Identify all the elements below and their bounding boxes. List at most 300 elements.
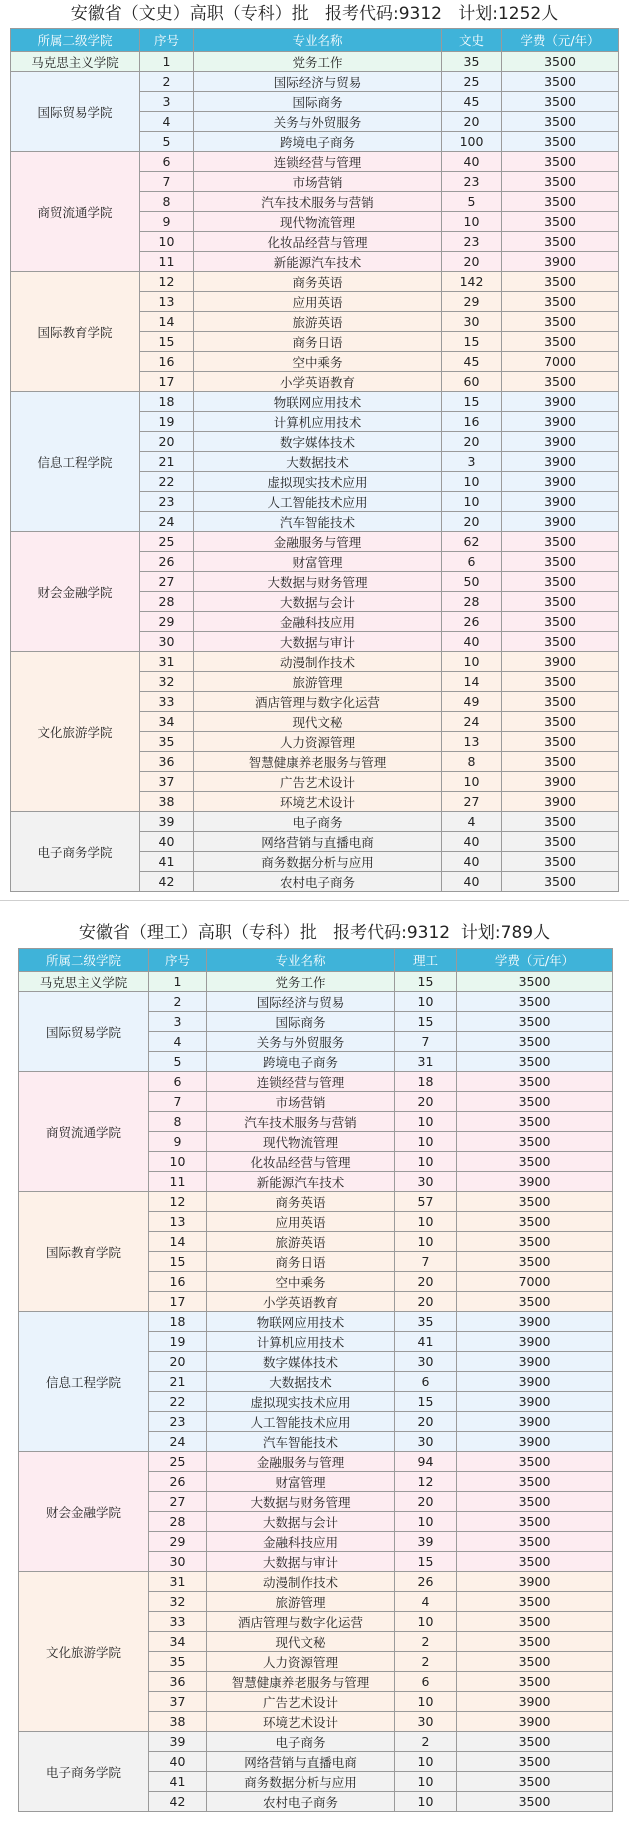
major-cell: 旅游英语 — [194, 312, 442, 332]
fee-cell: 3500 — [502, 632, 619, 652]
quota-cell: 40 — [442, 632, 502, 652]
major-cell: 旅游英语 — [207, 1232, 395, 1252]
fee-cell: 3900 — [502, 432, 619, 452]
fee-cell: 3900 — [502, 492, 619, 512]
index-cell: 38 — [140, 792, 194, 812]
fee-cell: 3900 — [502, 392, 619, 412]
fee-cell: 3900 — [457, 1572, 613, 1592]
major-cell: 物联网应用技术 — [194, 392, 442, 412]
index-cell: 39 — [140, 812, 194, 832]
quota-cell: 100 — [442, 132, 502, 152]
major-cell: 虚拟现实技术应用 — [207, 1392, 395, 1412]
fee-cell: 3500 — [457, 1732, 613, 1752]
quota-cell: 40 — [442, 872, 502, 892]
quota-cell: 15 — [442, 392, 502, 412]
major-cell: 酒店管理与数字化运营 — [207, 1612, 395, 1632]
index-cell: 1 — [140, 52, 194, 72]
index-cell: 22 — [149, 1392, 207, 1412]
index-cell: 14 — [140, 312, 194, 332]
major-cell: 人力资源管理 — [207, 1652, 395, 1672]
fee-cell: 3500 — [502, 172, 619, 192]
major-cell: 电子商务 — [194, 812, 442, 832]
quota-cell: 35 — [395, 1312, 457, 1332]
quota-cell: 23 — [442, 172, 502, 192]
science-title: 安徽省（理工）高职（专科）批 报考代码:9312 计划:789人 — [78, 923, 551, 943]
fee-cell: 3900 — [457, 1712, 613, 1732]
index-cell: 34 — [140, 712, 194, 732]
quota-cell: 10 — [442, 772, 502, 792]
major-cell: 汽车技术服务与营销 — [194, 192, 442, 212]
major-cell: 人工智能技术应用 — [207, 1412, 395, 1432]
fee-cell: 3500 — [502, 712, 619, 732]
index-cell: 9 — [140, 212, 194, 232]
college-name-cell: 商贸流通学院 — [11, 152, 140, 272]
major-cell: 国际商务 — [207, 1012, 395, 1032]
quota-cell: 30 — [395, 1352, 457, 1372]
arts-table-body — [11, 52, 619, 892]
table-row — [11, 652, 619, 672]
index-cell: 11 — [149, 1172, 207, 1192]
table-row — [19, 1452, 613, 1472]
fee-cell: 3900 — [457, 1312, 613, 1332]
index-cell: 31 — [149, 1572, 207, 1592]
index-cell: 18 — [149, 1312, 207, 1332]
quota-cell: 25 — [442, 72, 502, 92]
quota-cell: 39 — [395, 1532, 457, 1552]
fee-cell: 3500 — [457, 1592, 613, 1612]
fee-cell: 3500 — [502, 732, 619, 752]
quota-cell: 6 — [395, 1372, 457, 1392]
table-row — [11, 52, 619, 72]
major-cell: 汽车技术服务与营销 — [207, 1112, 395, 1132]
index-cell: 26 — [149, 1472, 207, 1492]
major-cell: 网络营销与直播电商 — [194, 832, 442, 852]
index-cell: 12 — [149, 1192, 207, 1212]
table-row — [19, 1312, 613, 1332]
major-cell: 连锁经营与管理 — [194, 152, 442, 172]
fee-cell: 3500 — [502, 572, 619, 592]
fee-cell: 7000 — [457, 1272, 613, 1292]
major-cell: 大数据与会计 — [194, 592, 442, 612]
major-cell: 金融服务与管理 — [207, 1452, 395, 1472]
major-cell: 小学英语教育 — [207, 1292, 395, 1312]
fee-cell: 3500 — [502, 92, 619, 112]
quota-cell: 28 — [442, 592, 502, 612]
quota-cell: 2 — [395, 1632, 457, 1652]
quota-cell: 60 — [442, 372, 502, 392]
fee-cell: 3900 — [457, 1332, 613, 1352]
major-cell: 现代物流管理 — [194, 212, 442, 232]
header-row — [11, 29, 619, 52]
index-cell: 36 — [149, 1672, 207, 1692]
major-cell: 商务数据分析与应用 — [207, 1772, 395, 1792]
quota-cell: 20 — [442, 432, 502, 452]
major-cell: 旅游管理 — [194, 672, 442, 692]
major-cell: 虚拟现实技术应用 — [194, 472, 442, 492]
index-cell: 38 — [149, 1712, 207, 1732]
major-cell: 网络营销与直播电商 — [207, 1752, 395, 1772]
major-cell: 广告艺术设计 — [194, 772, 442, 792]
quota-cell: 5 — [442, 192, 502, 212]
fee-cell: 3500 — [502, 532, 619, 552]
fee-cell: 3500 — [457, 1212, 613, 1232]
major-cell: 智慧健康养老服务与管理 — [207, 1672, 395, 1692]
major-cell: 金融科技应用 — [194, 612, 442, 632]
fee-cell: 3500 — [502, 672, 619, 692]
quota-cell: 8 — [442, 752, 502, 772]
table-row — [19, 1192, 613, 1212]
index-cell: 39 — [149, 1732, 207, 1752]
quota-cell: 20 — [395, 1272, 457, 1292]
quota-cell: 10 — [395, 1112, 457, 1132]
quota-cell: 12 — [395, 1472, 457, 1492]
index-cell: 6 — [140, 152, 194, 172]
science-table-body — [19, 972, 613, 1812]
index-cell: 37 — [149, 1692, 207, 1712]
index-cell: 41 — [140, 852, 194, 872]
quota-cell: 7 — [395, 1252, 457, 1272]
fee-cell: 3900 — [502, 772, 619, 792]
index-cell: 40 — [140, 832, 194, 852]
fee-cell: 3900 — [457, 1432, 613, 1452]
index-cell: 27 — [140, 572, 194, 592]
fee-cell: 3500 — [457, 1112, 613, 1132]
fee-cell: 3500 — [457, 1612, 613, 1632]
quota-cell: 10 — [395, 1512, 457, 1532]
quota-cell: 10 — [395, 1152, 457, 1172]
index-cell: 33 — [140, 692, 194, 712]
fee-cell: 3500 — [502, 292, 619, 312]
index-cell: 4 — [149, 1032, 207, 1052]
quota-cell: 10 — [395, 1792, 457, 1812]
quota-cell: 2 — [395, 1652, 457, 1672]
major-cell: 化妆品经营与管理 — [194, 232, 442, 252]
index-cell: 31 — [140, 652, 194, 672]
major-cell: 大数据与财务管理 — [207, 1492, 395, 1512]
table-row — [11, 152, 619, 172]
college-name-cell: 电子商务学院 — [11, 812, 140, 892]
major-cell: 市场营销 — [207, 1092, 395, 1112]
arts-table — [10, 28, 619, 892]
index-cell: 17 — [149, 1292, 207, 1312]
index-cell: 26 — [140, 552, 194, 572]
major-cell: 金融服务与管理 — [194, 532, 442, 552]
major-cell: 现代文秘 — [207, 1632, 395, 1652]
fee-cell: 3500 — [502, 272, 619, 292]
college-name-cell: 商贸流通学院 — [19, 1072, 149, 1192]
col-index: 序号 — [140, 29, 194, 52]
quota-cell: 30 — [442, 312, 502, 332]
index-cell: 27 — [149, 1492, 207, 1512]
college-name-cell: 文化旅游学院 — [11, 652, 140, 812]
index-cell: 12 — [140, 272, 194, 292]
quota-cell: 10 — [395, 1612, 457, 1632]
major-cell: 商务数据分析与应用 — [194, 852, 442, 872]
fee-cell: 3500 — [502, 72, 619, 92]
index-cell: 22 — [140, 472, 194, 492]
major-cell: 商务英语 — [207, 1192, 395, 1212]
quota-cell: 20 — [395, 1292, 457, 1312]
major-cell: 电子商务 — [207, 1732, 395, 1752]
major-cell: 环境艺术设计 — [194, 792, 442, 812]
fee-cell: 3500 — [457, 1052, 613, 1072]
fee-cell: 3500 — [457, 1772, 613, 1792]
index-cell: 10 — [149, 1152, 207, 1172]
quota-cell: 20 — [395, 1412, 457, 1432]
fee-cell: 3900 — [502, 252, 619, 272]
college-name-cell: 国际教育学院 — [19, 1192, 149, 1312]
fee-cell: 7000 — [502, 352, 619, 372]
quota-cell: 27 — [442, 792, 502, 812]
quota-cell: 15 — [395, 1392, 457, 1412]
major-cell: 财富管理 — [194, 552, 442, 572]
index-cell: 29 — [149, 1532, 207, 1552]
quota-cell: 30 — [395, 1172, 457, 1192]
quota-cell: 40 — [442, 852, 502, 872]
fee-cell: 3500 — [457, 1472, 613, 1492]
fee-cell: 3500 — [502, 692, 619, 712]
quota-cell: 62 — [442, 532, 502, 552]
fee-cell: 3500 — [502, 592, 619, 612]
quota-cell: 20 — [395, 1092, 457, 1112]
index-cell: 24 — [149, 1432, 207, 1452]
fee-cell: 3500 — [457, 1672, 613, 1692]
fee-cell: 3500 — [457, 1152, 613, 1172]
fee-cell: 3500 — [457, 1132, 613, 1152]
fee-cell: 3500 — [502, 872, 619, 892]
index-cell: 15 — [140, 332, 194, 352]
fee-cell: 3900 — [502, 792, 619, 812]
index-cell: 20 — [140, 432, 194, 452]
quota-cell: 6 — [442, 552, 502, 572]
quota-cell: 7 — [395, 1032, 457, 1052]
major-cell: 动漫制作技术 — [194, 652, 442, 672]
index-cell: 3 — [149, 1012, 207, 1032]
table-row — [19, 972, 613, 992]
index-cell: 2 — [140, 72, 194, 92]
major-cell: 现代文秘 — [194, 712, 442, 732]
index-cell: 7 — [140, 172, 194, 192]
index-cell: 6 — [149, 1072, 207, 1092]
col-fee: 学费（元/年） — [457, 949, 613, 972]
major-cell: 数字媒体技术 — [194, 432, 442, 452]
fee-cell: 3500 — [502, 832, 619, 852]
major-cell: 人工智能技术应用 — [194, 492, 442, 512]
major-cell: 空中乘务 — [207, 1272, 395, 1292]
quota-cell: 10 — [395, 1752, 457, 1772]
major-cell: 动漫制作技术 — [207, 1572, 395, 1592]
index-cell: 21 — [140, 452, 194, 472]
fee-cell: 3500 — [457, 1072, 613, 1092]
col-college: 所属二级学院 — [19, 949, 149, 972]
major-cell: 智慧健康养老服务与管理 — [194, 752, 442, 772]
index-cell: 30 — [140, 632, 194, 652]
quota-cell: 10 — [442, 652, 502, 672]
major-cell: 新能源汽车技术 — [207, 1172, 395, 1192]
major-cell: 跨境电子商务 — [207, 1052, 395, 1072]
index-cell: 32 — [149, 1592, 207, 1612]
quota-cell: 41 — [395, 1332, 457, 1352]
table-row — [19, 1072, 613, 1092]
major-cell: 计算机应用技术 — [207, 1332, 395, 1352]
major-cell: 旅游管理 — [207, 1592, 395, 1612]
quota-cell: 10 — [395, 1232, 457, 1252]
index-cell: 41 — [149, 1772, 207, 1792]
major-cell: 大数据技术 — [194, 452, 442, 472]
major-cell: 空中乘务 — [194, 352, 442, 372]
major-cell: 商务日语 — [194, 332, 442, 352]
table-row — [19, 1732, 613, 1752]
index-cell: 36 — [140, 752, 194, 772]
major-cell: 应用英语 — [194, 292, 442, 312]
major-cell: 大数据与审计 — [207, 1552, 395, 1572]
fee-cell: 3900 — [502, 472, 619, 492]
index-cell: 42 — [149, 1792, 207, 1812]
quota-cell: 10 — [442, 492, 502, 512]
index-cell: 24 — [140, 512, 194, 532]
quota-cell: 40 — [442, 152, 502, 172]
quota-cell: 4 — [442, 812, 502, 832]
fee-cell: 3900 — [457, 1352, 613, 1372]
index-cell: 8 — [140, 192, 194, 212]
index-cell: 23 — [149, 1412, 207, 1432]
index-cell: 28 — [140, 592, 194, 612]
fee-cell: 3900 — [502, 412, 619, 432]
index-cell: 35 — [140, 732, 194, 752]
major-cell: 小学英语教育 — [194, 372, 442, 392]
major-cell: 国际经济与贸易 — [194, 72, 442, 92]
quota-cell: 15 — [442, 332, 502, 352]
major-cell: 跨境电子商务 — [194, 132, 442, 152]
fee-cell: 3500 — [502, 132, 619, 152]
quota-cell: 50 — [442, 572, 502, 592]
quota-cell: 20 — [442, 512, 502, 532]
index-cell: 3 — [140, 92, 194, 112]
quota-cell: 16 — [442, 412, 502, 432]
quota-cell: 35 — [442, 52, 502, 72]
fee-cell: 3500 — [457, 1492, 613, 1512]
fee-cell: 3500 — [457, 1752, 613, 1772]
fee-cell: 3900 — [457, 1412, 613, 1432]
index-cell: 7 — [149, 1092, 207, 1112]
major-cell: 应用英语 — [207, 1212, 395, 1232]
major-cell: 数字媒体技术 — [207, 1352, 395, 1372]
fee-cell: 3900 — [502, 452, 619, 472]
index-cell: 34 — [149, 1632, 207, 1652]
quota-cell: 15 — [395, 1552, 457, 1572]
college-name-cell: 财会金融学院 — [11, 532, 140, 652]
fee-cell: 3500 — [457, 1092, 613, 1112]
index-cell: 25 — [140, 532, 194, 552]
quota-cell: 20 — [395, 1492, 457, 1512]
fee-cell: 3500 — [457, 1192, 613, 1212]
fee-cell: 3500 — [502, 812, 619, 832]
table-row — [19, 1572, 613, 1592]
college-name-cell: 信息工程学院 — [11, 392, 140, 532]
quota-cell: 94 — [395, 1452, 457, 1472]
arts-title: 安徽省（文史）高职（专科）批 报考代码:9312 计划:1252人 — [70, 4, 559, 24]
index-cell: 21 — [149, 1372, 207, 1392]
table-row — [11, 812, 619, 832]
index-cell: 30 — [149, 1552, 207, 1572]
major-cell: 大数据与财务管理 — [194, 572, 442, 592]
fee-cell: 3500 — [502, 552, 619, 572]
quota-cell: 24 — [442, 712, 502, 732]
col-fee: 学费（元/年） — [502, 29, 619, 52]
fee-cell: 3500 — [502, 232, 619, 252]
index-cell: 42 — [140, 872, 194, 892]
fee-cell: 3900 — [502, 652, 619, 672]
col-quota: 文史 — [442, 29, 502, 52]
college-name-cell: 信息工程学院 — [19, 1312, 149, 1452]
section-divider — [0, 900, 629, 901]
major-cell: 关务与外贸服务 — [207, 1032, 395, 1052]
major-cell: 农村电子商务 — [207, 1792, 395, 1812]
index-cell: 5 — [140, 132, 194, 152]
fee-cell: 3500 — [502, 192, 619, 212]
major-cell: 现代物流管理 — [207, 1132, 395, 1152]
quota-cell: 4 — [395, 1592, 457, 1612]
fee-cell: 3500 — [457, 1252, 613, 1272]
col-index: 序号 — [149, 949, 207, 972]
fee-cell: 3500 — [502, 852, 619, 872]
fee-cell: 3500 — [502, 332, 619, 352]
index-cell: 19 — [140, 412, 194, 432]
col-quota: 理工 — [395, 949, 457, 972]
major-cell: 大数据技术 — [207, 1372, 395, 1392]
quota-cell: 49 — [442, 692, 502, 712]
index-cell: 28 — [149, 1512, 207, 1532]
fee-cell: 3500 — [457, 1652, 613, 1672]
index-cell: 17 — [140, 372, 194, 392]
quota-cell: 30 — [395, 1432, 457, 1452]
index-cell: 13 — [140, 292, 194, 312]
quota-cell: 10 — [395, 1132, 457, 1152]
major-cell: 汽车智能技术 — [194, 512, 442, 532]
major-cell: 市场营销 — [194, 172, 442, 192]
quota-cell: 26 — [395, 1572, 457, 1592]
college-name-cell: 财会金融学院 — [19, 1452, 149, 1572]
fee-cell: 3500 — [502, 152, 619, 172]
quota-cell: 40 — [442, 832, 502, 852]
major-cell: 计算机应用技术 — [194, 412, 442, 432]
major-cell: 商务日语 — [207, 1252, 395, 1272]
index-cell: 15 — [149, 1252, 207, 1272]
major-cell: 商务英语 — [194, 272, 442, 292]
index-cell: 40 — [149, 1752, 207, 1772]
quota-cell: 10 — [395, 1772, 457, 1792]
index-cell: 32 — [140, 672, 194, 692]
quota-cell: 30 — [395, 1712, 457, 1732]
quota-cell: 13 — [442, 732, 502, 752]
quota-cell: 45 — [442, 92, 502, 112]
fee-cell: 3500 — [457, 1452, 613, 1472]
major-cell: 酒店管理与数字化运营 — [194, 692, 442, 712]
fee-cell: 3900 — [457, 1392, 613, 1412]
index-cell: 10 — [140, 232, 194, 252]
college-name-cell: 马克思主义学院 — [19, 972, 149, 992]
quota-cell: 15 — [395, 972, 457, 992]
fee-cell: 3500 — [457, 1532, 613, 1552]
quota-cell: 142 — [442, 272, 502, 292]
major-cell: 国际经济与贸易 — [207, 992, 395, 1012]
major-cell: 汽车智能技术 — [207, 1432, 395, 1452]
major-cell: 国际商务 — [194, 92, 442, 112]
index-cell: 14 — [149, 1232, 207, 1252]
quota-cell: 57 — [395, 1192, 457, 1212]
college-name-cell: 文化旅游学院 — [19, 1572, 149, 1732]
major-cell: 广告艺术设计 — [207, 1692, 395, 1712]
